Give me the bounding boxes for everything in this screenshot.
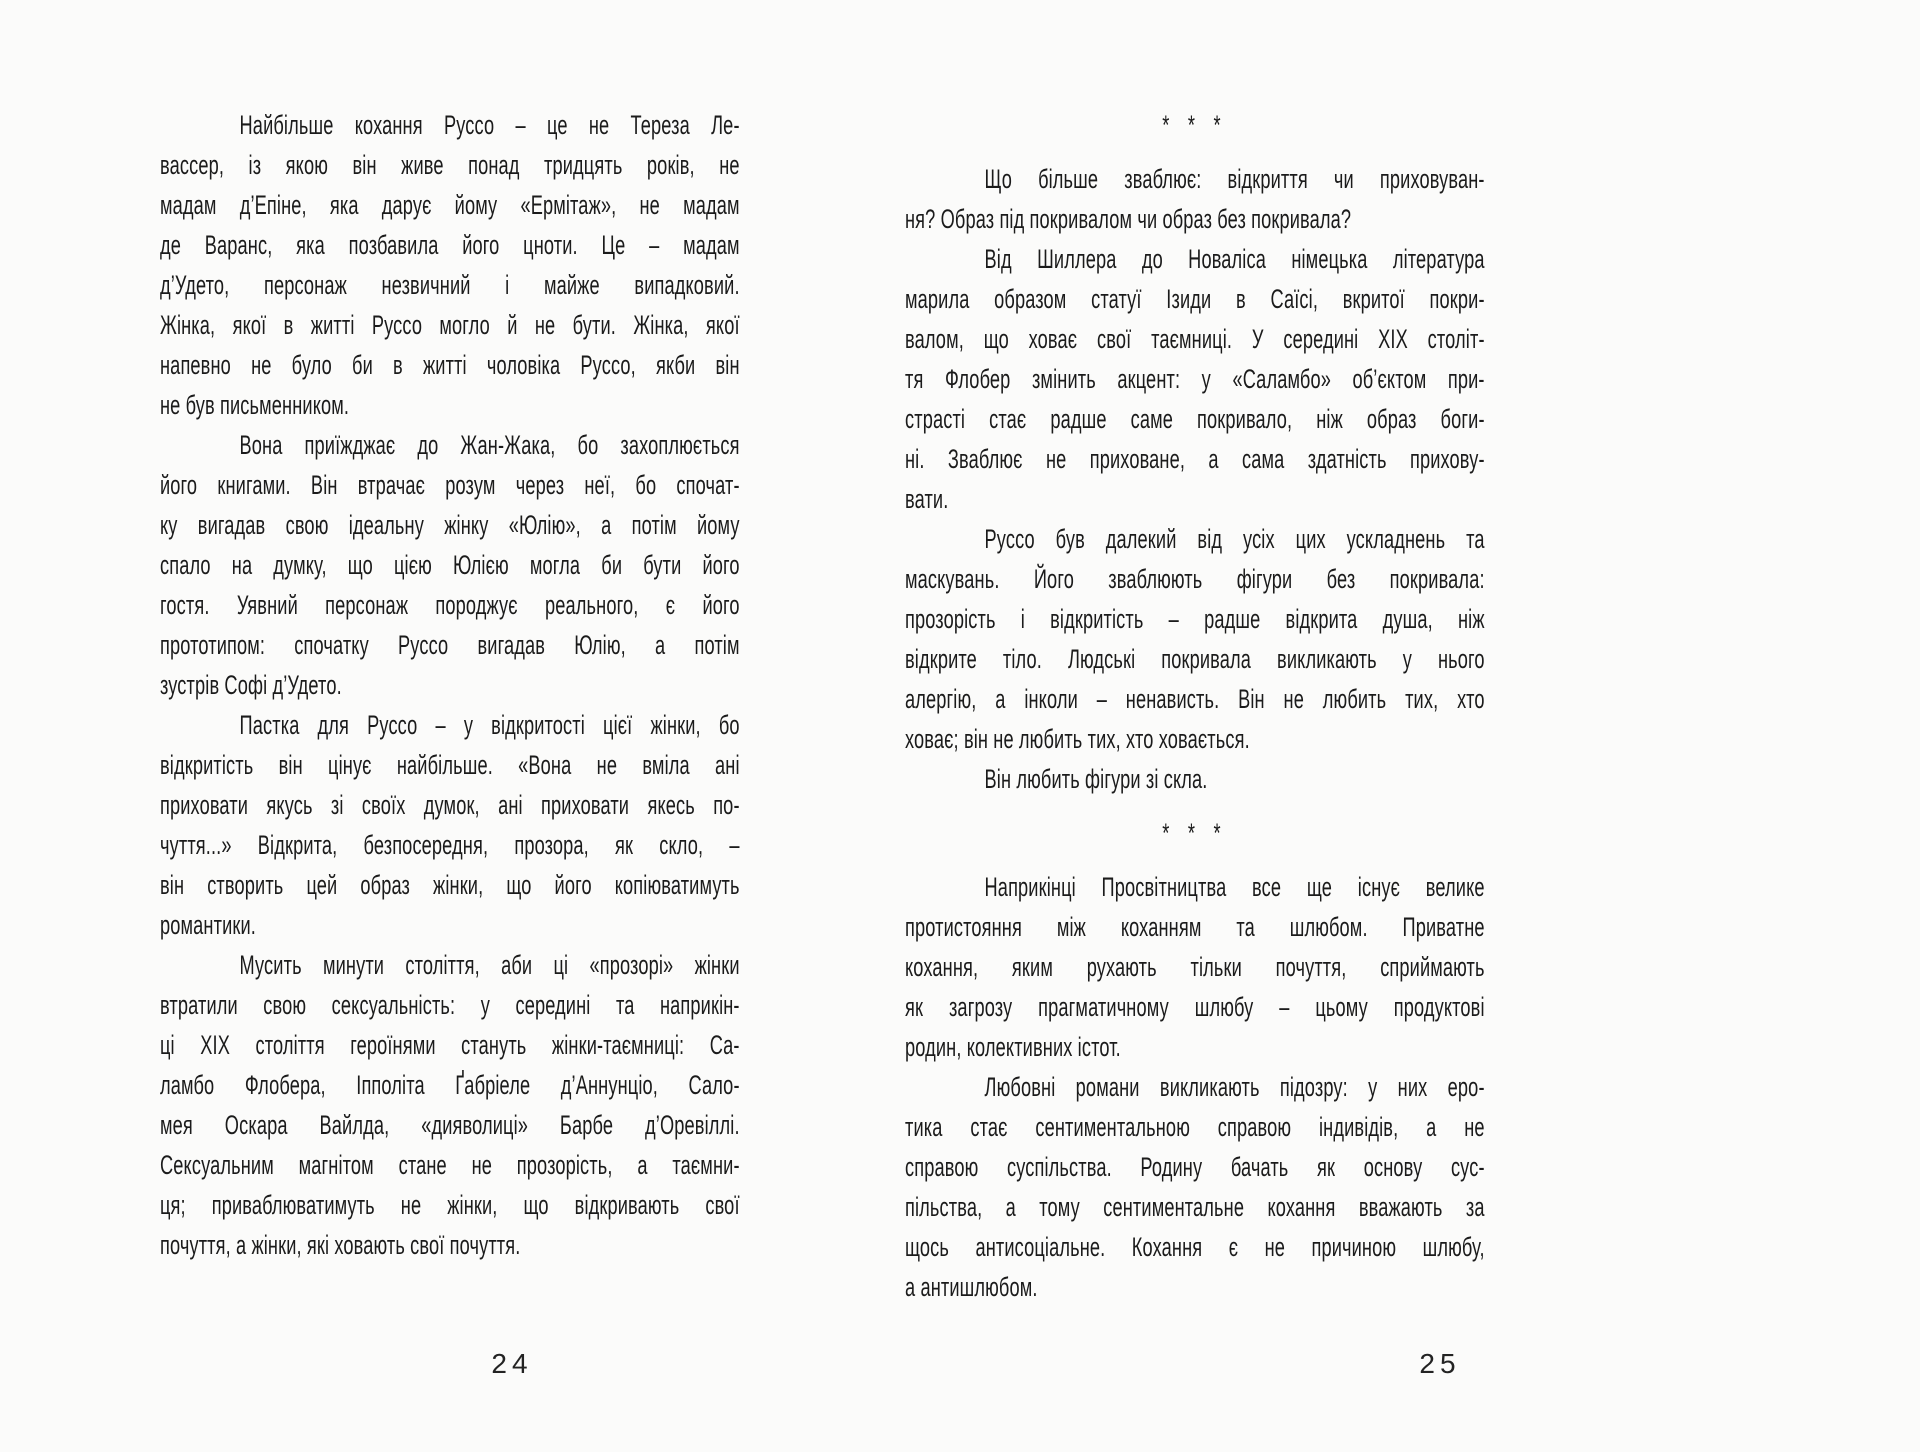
text-line: Пастка для Руссо – у відкритості цієї жінки, бо — [239, 710, 740, 740]
paragraph — [905, 239, 1485, 519]
text-line: спало на думку, що цією Юлією могла би бути його — [160, 550, 740, 580]
text-line: чуття...» Відкрита, безпосередня, прозора, як скло, – — [160, 830, 740, 860]
paragraph — [905, 519, 1485, 759]
text-line: ня? Образ під покривалом чи образ без покривала? — [905, 204, 1352, 234]
text-line: Руссо був далекий від усіх цих ускладнень та — [984, 524, 1485, 554]
text-line: прототипом: спочатку Руссо вигадав Юлію, а потім — [160, 630, 740, 660]
text-line: мадам д’Епіне, яка дарує йому «Ермітаж», не мадам — [160, 190, 740, 220]
text-line: зустрів Софі д’Удето. — [160, 670, 342, 700]
text-line: Мусить минути століття, аби ці «прозорі» жінки — [239, 950, 740, 980]
paragraph — [160, 705, 740, 945]
text-line: алергію, а інколи – ненависть. Він не любить тих, хто — [905, 684, 1485, 714]
text-line: ламбо Флобера, Іпполіта Ґабріеле д’Аннунціо, Сало- — [160, 1070, 740, 1100]
text-line: Наприкінці Просвітництва все ще існує велике — [984, 872, 1485, 902]
text-line: гостя. Уявний персонаж породжує реального, є його — [160, 590, 740, 620]
text-line: ця; приваблюватимуть не жінки, що відкривають свої — [160, 1190, 740, 1220]
paragraph — [160, 945, 740, 1265]
text-line: справою суспільства. Родину бачать як основу сус- — [905, 1152, 1485, 1182]
text-line: відкрите тіло. Людські покривала викликають у нього — [905, 644, 1485, 674]
paragraph — [905, 1067, 1485, 1307]
text-line: родин, колективних істот. — [905, 1032, 1121, 1062]
text-line: мея Оскара Вайлда, «дияволиці» Барбе д’Оревіллі. — [160, 1110, 740, 1140]
paragraph — [905, 867, 1485, 1067]
text-line: Вона приїжджає до Жан-Жака, бо захоплюється — [239, 430, 740, 460]
text-line: марила образом статуї Ізиди в Саїсі, вкритої покри- — [905, 284, 1485, 314]
paragraph — [905, 759, 1485, 799]
text-line: страсті стає радше саме покривало, ніж образ боги- — [905, 404, 1485, 434]
text-line: д’Удето, персонаж незвичний і майже випадковий. — [160, 270, 740, 300]
text-line: як загрозу прагматичному шлюбу – цьому продуктові — [905, 992, 1485, 1022]
text-line: Сексуальним магнітом стане не прозорість, а таємни- — [160, 1150, 740, 1180]
text-line: Від Шиллера до Новаліса німецька література — [984, 244, 1485, 274]
text-line: він створить цей образ жінки, що його копіюватимуть — [160, 870, 740, 900]
text-line: ці XIX століття героїнями стануть жінки-таємниці: Са- — [160, 1030, 740, 1060]
text-line: маскувань. Його зваблюють фігури без покривала: — [905, 564, 1485, 594]
text-line: валом, що ховає свої таємниці. У середині XIX століт- — [905, 324, 1485, 354]
text-line: приховати якусь зі своїх думок, ані приховати якесь по- — [160, 790, 740, 820]
left-page-number: 24 — [491, 1348, 533, 1379]
paragraph — [905, 159, 1485, 239]
text-line: Любовні романи викликають підозру: у них еро- — [984, 1072, 1485, 1102]
text-line: його книгами. Він втрачає розум через неї, бо спочат- — [160, 470, 740, 500]
text-line: тя Флобер змінить акцент: у «Саламбо» об’єктом при- — [905, 364, 1485, 394]
paragraph — [160, 105, 740, 425]
right-page-number: 25 — [1419, 1348, 1461, 1379]
left-page-text — [160, 105, 740, 1265]
text-line: а антишлюбом. — [905, 1272, 1038, 1302]
section-separator: * * * — [1162, 110, 1228, 140]
text-line: прозорість і відкритість – радше відкрита душа, ніж — [905, 604, 1485, 634]
paragraph — [160, 425, 740, 705]
text-line: романтики. — [160, 910, 256, 940]
right-page-text — [905, 105, 1485, 1307]
text-line: щось антисоціальне. Кохання є не причиною шлюбу, — [905, 1232, 1485, 1262]
section-separator: * * * — [1162, 818, 1228, 848]
text-line: вассер, із якою він живе понад тридцять років, не — [160, 150, 740, 180]
text-line: ку вигадав свою ідеальну жінку «Юлію», а потім йому — [160, 510, 740, 540]
text-line: протистояння між коханням та шлюбом. Приватне — [905, 912, 1485, 942]
text-line: Що більше зваблює: відкриття чи приховуван- — [984, 164, 1485, 194]
text-line: відкритість він цінує найбільше. «Вона не вміла ані — [160, 750, 740, 780]
text-line: не був письменником. — [160, 390, 350, 420]
text-line: втратили свою сексуальність: у середині та наприкін- — [160, 990, 740, 1020]
text-line: напевно не було би в житті чоловіка Руссо, якби він — [160, 350, 740, 380]
text-line: Він любить фігури зі скла. — [984, 764, 1208, 794]
text-line: почуття, а жінки, які ховають свої почуття. — [160, 1230, 521, 1260]
text-line: кохання, яким рухають тільки почуття, сприймають — [905, 952, 1485, 982]
text-line: Найбільше кохання Руссо – це не Тереза Ле- — [239, 110, 740, 140]
text-line: тика стає сентиментальною справою індивідів, а не — [905, 1112, 1485, 1142]
text-line: ховає; він не любить тих, хто ховається. — [905, 724, 1250, 754]
text-line: ні. Зваблює не приховане, а сама здатність прихову- — [905, 444, 1485, 474]
text-line: вати. — [905, 484, 949, 514]
text-line: пільства, а тому сентиментальне кохання вважають за — [905, 1192, 1485, 1222]
text-line: де Варанс, яка позбавила його цноти. Це – мадам — [160, 230, 740, 260]
text-line: Жінка, якої в житті Руссо могло й не бути. Жінка, якої — [160, 310, 740, 340]
